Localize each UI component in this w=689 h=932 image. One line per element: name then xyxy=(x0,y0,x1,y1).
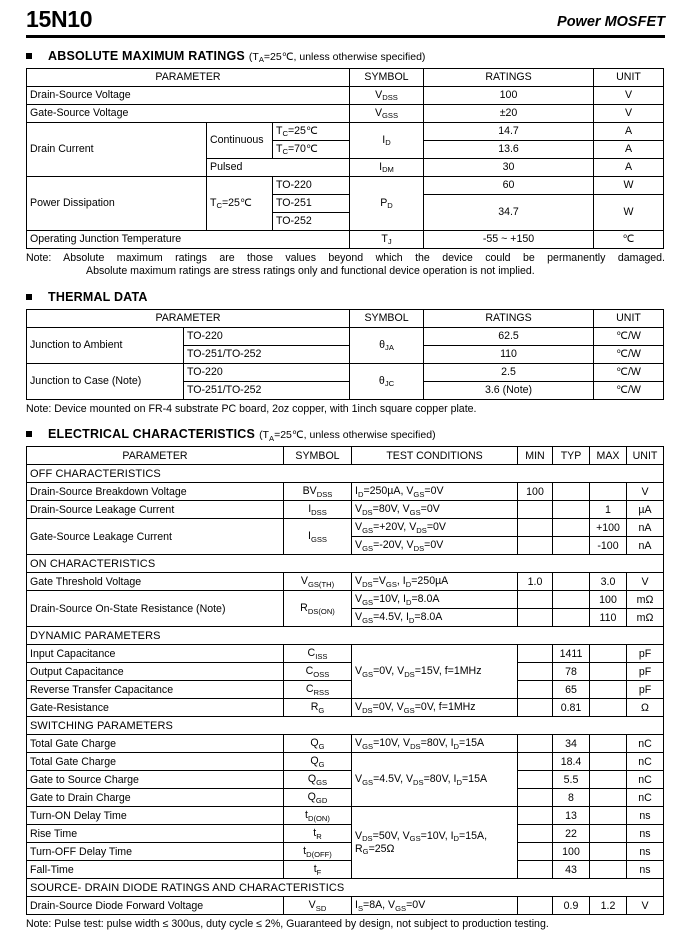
symbol-vdss: $V_{DSS}$ xyxy=(350,86,424,104)
test-condition: $V_{GS}=10V$, $V_{DS}=80V$, $I_D=15A$ xyxy=(352,735,518,753)
symbol-tr: $t_R$ xyxy=(284,825,352,843)
max-value: +100 xyxy=(590,519,627,537)
min-value: 1.0 xyxy=(518,573,553,591)
group-off-characteristics: OFF CHARACTERISTICS xyxy=(27,465,664,483)
test-condition: $I_D=250\mu A$, $V_{GS}=0V$ xyxy=(352,483,518,501)
group-on-characteristics: ON CHARACTERISTICS xyxy=(27,555,664,573)
absolute-maximum-note xyxy=(26,252,665,279)
param-fall-time: Fall-Time xyxy=(27,861,284,879)
unit-value: nA xyxy=(627,537,664,555)
subcondition-tc25: $T_C=25℃$ xyxy=(273,122,350,140)
max-value: 3.0 xyxy=(590,573,627,591)
unit-value: nC xyxy=(627,789,664,807)
symbol-id: $I_D$ xyxy=(350,122,424,158)
param-input-capacitance: Input Capacitance xyxy=(27,645,284,663)
min-value xyxy=(518,753,553,771)
symbol-coss: $C_{OSS}$ xyxy=(284,663,352,681)
min-value xyxy=(518,645,553,663)
table-header-row xyxy=(27,68,664,86)
rating-value: ±20 xyxy=(424,104,594,122)
typ-value: 8 xyxy=(553,789,590,807)
unit-value: ns xyxy=(627,861,664,879)
symbol-theta-ja: $\theta_{JA}$ xyxy=(350,327,424,363)
param-gate-resistance: Gate-Resistance xyxy=(27,699,284,717)
symbol-crss: $C_{RSS}$ xyxy=(284,681,352,699)
typ-value: 100 xyxy=(553,843,590,861)
table-row xyxy=(27,104,664,122)
min-value xyxy=(518,501,553,519)
column-header-parameter: PARAMETER xyxy=(27,447,284,465)
subcondition-tc70: $T_C=70℃$ xyxy=(273,140,350,158)
unit-value: W xyxy=(594,194,664,230)
max-value xyxy=(590,483,627,501)
package-to220: TO-220 xyxy=(273,176,350,194)
column-header-symbol: SYMBOL xyxy=(350,68,424,86)
symbol-tf: $t_F$ xyxy=(284,861,352,879)
unit-value: pF xyxy=(627,645,664,663)
table-row xyxy=(27,897,664,915)
unit-value: ns xyxy=(627,807,664,825)
rating-value: 110 xyxy=(424,345,594,363)
typ-value xyxy=(553,609,590,627)
typ-value: 43 xyxy=(553,861,590,879)
typ-value: 13 xyxy=(553,807,590,825)
table-header-row xyxy=(27,309,664,327)
rating-value: 62.5 xyxy=(424,327,594,345)
symbol-td-on: $t_{D(ON)}$ xyxy=(284,807,352,825)
table-row xyxy=(27,861,664,879)
typ-value xyxy=(553,537,590,555)
typ-value: 1411 xyxy=(553,645,590,663)
symbol-qg: $Q_G$ xyxy=(284,735,352,753)
group-header-row xyxy=(27,627,664,645)
unit-value: V xyxy=(594,86,664,104)
param-gate-source-voltage: Gate-Source Voltage xyxy=(27,104,350,122)
max-value xyxy=(590,825,627,843)
unit-value: A xyxy=(594,140,664,158)
section-title: ELECTRICAL CHARACTERISTICS xyxy=(48,427,256,441)
table-row xyxy=(27,735,664,753)
square-bullet-icon xyxy=(26,431,32,437)
min-value xyxy=(518,807,553,825)
unit-value: nC xyxy=(627,771,664,789)
typ-value: 65 xyxy=(553,681,590,699)
column-header-ratings: RATINGS xyxy=(424,309,594,327)
column-header-unit: UNIT xyxy=(594,68,664,86)
thermal-data-table xyxy=(26,309,664,400)
table-row xyxy=(27,681,664,699)
column-header-parameter: PARAMETER xyxy=(27,309,350,327)
typ-value: 22 xyxy=(553,825,590,843)
part-number: 15N10 xyxy=(26,6,93,32)
symbol-rg: $R_G$ xyxy=(284,699,352,717)
symbol-rds-on: $R_{DS(ON)}$ xyxy=(284,591,352,627)
param-operating-junction-temperature: Operating Junction Temperature xyxy=(27,230,350,248)
group-header-row xyxy=(27,717,664,735)
typ-value: 5.5 xyxy=(553,771,590,789)
unit-value: ℃/W xyxy=(594,363,664,381)
max-value: 1.2 xyxy=(590,897,627,915)
group-switching-parameters: SWITCHING PARAMETERS xyxy=(27,717,664,735)
table-row xyxy=(27,825,664,843)
test-condition: $V_{GS}=4.5V$, $I_D=8.0A$ xyxy=(352,609,518,627)
package-to220: TO-220 xyxy=(184,363,350,381)
table-row xyxy=(27,771,664,789)
group-header-row xyxy=(27,465,664,483)
section-condition: ($T_A=25℃$, unless otherwise specified) xyxy=(259,429,436,443)
unit-value: mΩ xyxy=(627,609,664,627)
param-rise-time: Rise Time xyxy=(27,825,284,843)
group-dynamic-parameters: DYNAMIC PARAMETERS xyxy=(27,627,664,645)
rating-value: 3.6 (Note) xyxy=(424,381,594,399)
typ-value xyxy=(553,573,590,591)
unit-value: nC xyxy=(627,753,664,771)
rating-value: 14.7 xyxy=(424,122,594,140)
param-turn-off-delay-time: Turn-OFF Delay Time xyxy=(27,843,284,861)
typ-value xyxy=(553,519,590,537)
column-header-typ: TYP xyxy=(553,447,590,465)
min-value xyxy=(518,897,553,915)
max-value xyxy=(590,645,627,663)
rating-value: 30 xyxy=(424,158,594,176)
unit-value: ℃/W xyxy=(594,327,664,345)
column-header-symbol: SYMBOL xyxy=(350,309,424,327)
min-value xyxy=(518,825,553,843)
section-heading-thermal-data xyxy=(26,290,689,304)
table-row xyxy=(27,807,664,825)
unit-value: V xyxy=(594,104,664,122)
unit-value: ns xyxy=(627,825,664,843)
unit-value: Ω xyxy=(627,699,664,717)
table-row xyxy=(27,663,664,681)
unit-value: V xyxy=(627,573,664,591)
test-condition-shared: $V_{GS}=0V$, $V_{DS}=15V$, f=1MHz xyxy=(352,645,518,699)
typ-value: 0.9 xyxy=(553,897,590,915)
group-header-row xyxy=(27,879,664,897)
min-value xyxy=(518,537,553,555)
test-condition-shared: $V_{GS}=4.5V$, $V_{DS}=80V$, $I_D=15A$ xyxy=(352,753,518,807)
param-drain-source-leakage-current: Drain-Source Leakage Current xyxy=(27,501,284,519)
column-header-min: MIN xyxy=(518,447,553,465)
table-row xyxy=(27,753,664,771)
test-condition: $V_{DS}=80V$, $V_{GS}=0V$ xyxy=(352,501,518,519)
max-value xyxy=(590,771,627,789)
param-drain-source-on-state-resistance: Drain-Source On-State Resistance (Note) xyxy=(27,591,284,627)
typ-value: 18.4 xyxy=(553,753,590,771)
unit-value: pF xyxy=(627,681,664,699)
test-condition: $V_{GS}=10V$, $I_D=8.0A$ xyxy=(352,591,518,609)
param-drain-current: Drain Current xyxy=(27,122,207,176)
min-value xyxy=(518,699,553,717)
symbol-ciss: $C_{ISS}$ xyxy=(284,645,352,663)
unit-value: V xyxy=(627,897,664,915)
min-value: 100 xyxy=(518,483,553,501)
param-gate-threshold-voltage: Gate Threshold Voltage xyxy=(27,573,284,591)
package-to252: TO-252 xyxy=(273,212,350,230)
min-value xyxy=(518,843,553,861)
table-row xyxy=(27,86,664,104)
subparam-continuous: Continuous xyxy=(207,122,273,158)
unit-value: ns xyxy=(627,843,664,861)
symbol-igss: $I_{GSS}$ xyxy=(284,519,352,555)
max-value xyxy=(590,789,627,807)
note-text-line2: Absolute maximum ratings are stress ratings only and functional device operation is not implied. xyxy=(86,265,535,277)
max-value xyxy=(590,681,627,699)
min-value xyxy=(518,519,553,537)
rating-value: 2.5 xyxy=(424,363,594,381)
min-value xyxy=(518,861,553,879)
symbol-td-off: $t_{D(OFF)}$ xyxy=(284,843,352,861)
unit-value: nC xyxy=(627,735,664,753)
typ-value: 78 xyxy=(553,663,590,681)
section-heading-absolute-maximum-ratings xyxy=(26,49,689,63)
table-row xyxy=(27,122,664,140)
document-subtitle: Power MOSFET xyxy=(557,13,665,30)
typ-value xyxy=(553,483,590,501)
unit-value: pF xyxy=(627,663,664,681)
electrical-note: Note: Pulse test: pulse width ≤ 300us, duty cycle ≤ 2%, Guaranteed by design, not subject to production testing. xyxy=(26,918,549,930)
min-value xyxy=(518,609,553,627)
subparam-pulsed: Pulsed xyxy=(207,158,350,176)
square-bullet-icon xyxy=(26,53,32,59)
symbol-qgd: $Q_{GD}$ xyxy=(284,789,352,807)
table-row xyxy=(27,843,664,861)
max-value: 1 xyxy=(590,501,627,519)
column-header-parameter: PARAMETER xyxy=(27,68,350,86)
section-condition: ($T_A=25℃$, unless otherwise specified) xyxy=(248,50,426,64)
min-value xyxy=(518,591,553,609)
absolute-maximum-ratings-table xyxy=(26,68,664,249)
thermal-note: Note: Device mounted on FR-4 substrate PC board, 2oz copper, with 1inch square copper plate. xyxy=(26,402,477,415)
unit-value: A xyxy=(594,122,664,140)
symbol-idss: $I_{DSS}$ xyxy=(284,501,352,519)
min-value xyxy=(518,789,553,807)
rating-value: -55 ~ +150 xyxy=(424,230,594,248)
table-row xyxy=(27,176,664,194)
param-gate-to-drain-charge: Gate to Drain Charge xyxy=(27,789,284,807)
max-value xyxy=(590,807,627,825)
max-value: 100 xyxy=(590,591,627,609)
section-title: THERMAL DATA xyxy=(48,289,148,304)
table-row xyxy=(27,483,664,501)
unit-value: ℃/W xyxy=(594,381,664,399)
param-output-capacitance: Output Capacitance xyxy=(27,663,284,681)
table-row xyxy=(27,519,664,537)
max-value xyxy=(590,843,627,861)
param-junction-to-case: Junction to Case (Note) xyxy=(27,363,184,399)
note-label: Note: xyxy=(26,251,52,264)
note-text-line1: Absolute maximum ratings are those values beyond which the device could be permanently damaged. xyxy=(63,251,665,264)
table-row xyxy=(27,501,664,519)
rating-value: 60 xyxy=(424,176,594,194)
param-drain-source-breakdown-voltage: Drain-Source Breakdown Voltage xyxy=(27,483,284,501)
param-total-gate-charge: Total Gate Charge xyxy=(27,735,284,753)
symbol-tj: $T_J$ xyxy=(350,230,424,248)
table-row xyxy=(27,645,664,663)
document-header xyxy=(0,0,689,33)
package-to220: TO-220 xyxy=(184,327,350,345)
package-to251: TO-251 xyxy=(273,194,350,212)
max-value: -100 xyxy=(590,537,627,555)
symbol-idm: $I_{DM}$ xyxy=(350,158,424,176)
max-value xyxy=(590,753,627,771)
max-value: 110 xyxy=(590,609,627,627)
max-value xyxy=(590,699,627,717)
square-bullet-icon xyxy=(26,294,32,300)
column-header-symbol: SYMBOL xyxy=(284,447,352,465)
unit-value: ℃ xyxy=(594,230,664,248)
param-junction-to-ambient: Junction to Ambient xyxy=(27,327,184,363)
symbol-vgs-th: $V_{GS(TH)}$ xyxy=(284,573,352,591)
group-header-row xyxy=(27,555,664,573)
min-value xyxy=(518,681,553,699)
typ-value xyxy=(553,591,590,609)
min-value xyxy=(518,663,553,681)
group-source-drain-diode: SOURCE- DRAIN DIODE RATINGS AND CHARACTERISTICS xyxy=(27,879,664,897)
electrical-characteristics-table xyxy=(26,446,664,915)
test-condition: $V_{GS}=-20V$, $V_{DS}=0V$ xyxy=(352,537,518,555)
table-row xyxy=(27,591,664,609)
package-to251-to252: TO-251/TO-252 xyxy=(184,381,350,399)
section-heading-electrical-characteristics xyxy=(26,427,689,441)
symbol-vgss: $V_{GSS}$ xyxy=(350,104,424,122)
unit-value: V xyxy=(627,483,664,501)
symbol-qg: $Q_G$ xyxy=(284,753,352,771)
typ-value: 34 xyxy=(553,735,590,753)
symbol-qgs: $Q_{GS}$ xyxy=(284,771,352,789)
test-condition: $I_S=8A$, $V_{GS}=0V$ xyxy=(352,897,518,915)
param-power-dissipation: Power Dissipation xyxy=(27,176,207,230)
table-row xyxy=(27,789,664,807)
table-row xyxy=(27,230,664,248)
typ-value: 0.81 xyxy=(553,699,590,717)
column-header-unit: UNIT xyxy=(627,447,664,465)
table-header-row xyxy=(27,447,664,465)
package-to251-to252: TO-251/TO-252 xyxy=(184,345,350,363)
param-reverse-transfer-capacitance: Reverse Transfer Capacitance xyxy=(27,681,284,699)
column-header-unit: UNIT xyxy=(594,309,664,327)
unit-value: nA xyxy=(627,519,664,537)
rating-value: 100 xyxy=(424,86,594,104)
column-header-test-conditions: TEST CONDITIONS xyxy=(352,447,518,465)
param-total-gate-charge: Total Gate Charge xyxy=(27,753,284,771)
column-header-max: MAX xyxy=(590,447,627,465)
rating-value: 34.7 xyxy=(424,194,594,230)
max-value xyxy=(590,861,627,879)
unit-value: µA xyxy=(627,501,664,519)
param-gate-to-source-charge: Gate to Source Charge xyxy=(27,771,284,789)
section-title: ABSOLUTE MAXIMUM RATINGS xyxy=(48,48,245,63)
symbol-bvdss: $BV_{DSS}$ xyxy=(284,483,352,501)
max-value xyxy=(590,735,627,753)
test-condition: $V_{GS}=+20V$, $V_{DS}=0V$ xyxy=(352,519,518,537)
test-condition: $V_{DS}=V_{GS}$, $I_D=250\mu A$ xyxy=(352,573,518,591)
rating-value: 13.6 xyxy=(424,140,594,158)
test-condition: $V_{DS}=0V$, $V_{GS}=0V$, f=1MHz xyxy=(352,699,518,717)
min-value xyxy=(518,735,553,753)
param-drain-source-voltage: Drain-Source Voltage xyxy=(27,86,350,104)
symbol-theta-jc: $\theta_{JC}$ xyxy=(350,363,424,399)
column-header-ratings: RATINGS xyxy=(424,68,594,86)
header-divider xyxy=(26,35,665,38)
param-gate-source-leakage-current: Gate-Source Leakage Current xyxy=(27,519,284,555)
table-row xyxy=(27,327,664,345)
symbol-vsd: $V_{SD}$ xyxy=(284,897,352,915)
table-row xyxy=(27,573,664,591)
table-row xyxy=(27,699,664,717)
table-row xyxy=(27,363,664,381)
symbol-pd: $P_D$ xyxy=(350,176,424,230)
subcondition-tc25: $T_C=25℃$ xyxy=(207,176,273,230)
max-value xyxy=(590,663,627,681)
param-turn-on-delay-time: Turn-ON Delay Time xyxy=(27,807,284,825)
test-condition-shared: $V_{DS}=50V$, $V_{GS}=10V$, $I_D=15A$, $R_G=25\Omega$ xyxy=(352,807,518,879)
min-value xyxy=(518,771,553,789)
unit-value: mΩ xyxy=(627,591,664,609)
unit-value: ℃/W xyxy=(594,345,664,363)
unit-value: A xyxy=(594,158,664,176)
param-diode-forward-voltage: Drain-Source Diode Forward Voltage xyxy=(27,897,284,915)
unit-value: W xyxy=(594,176,664,194)
typ-value xyxy=(553,501,590,519)
